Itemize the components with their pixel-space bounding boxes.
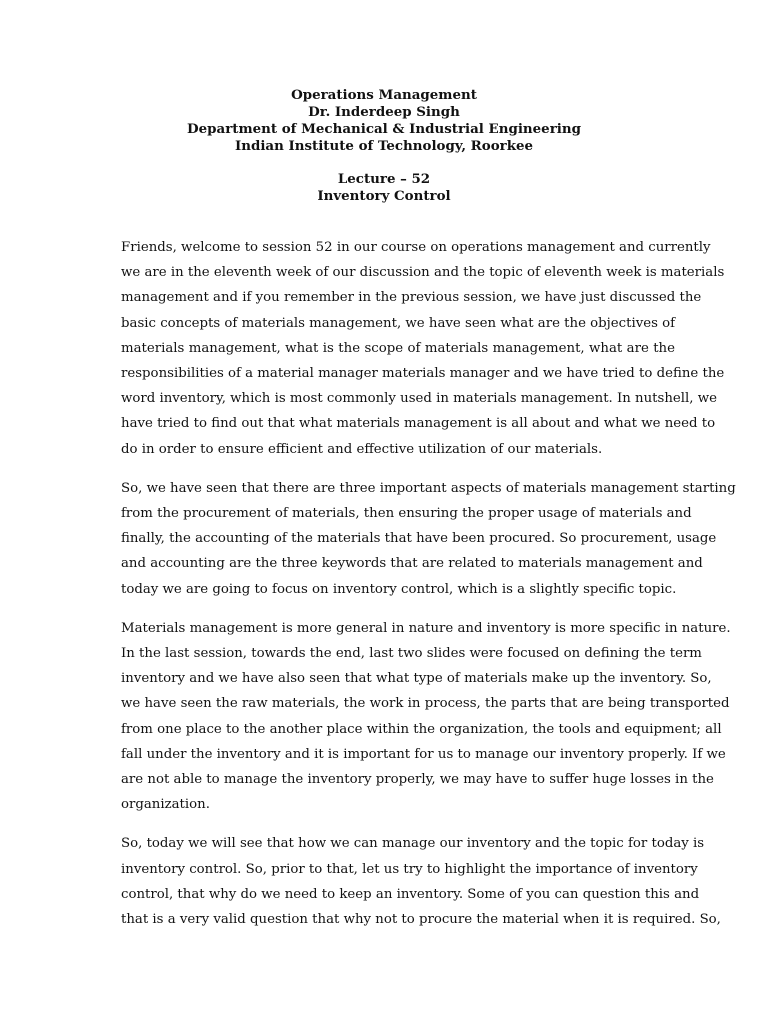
text-line: today we are going to focus on inventory control, which is a slightly specific topic.	[121, 581, 677, 597]
course-title: Operations Management	[291, 87, 477, 103]
text-line: finally, the accounting of the materials that have been procured. So procurement, usage	[121, 531, 717, 547]
text-line: In the last session, towards the end, last two slides were focused on defining the term	[121, 646, 702, 662]
institute-name: Indian Institute of Technology, Roorkee	[234, 138, 534, 154]
body-text	[121, 235, 736, 946]
paragraph-2	[121, 476, 736, 602]
lecture-number: Lecture – 52	[337, 171, 431, 187]
text-line: that is a very valid question that why not to procure the material when it is required. So,	[121, 912, 721, 928]
text-line: from one place to the another place within the organization, the tools and equipment; all	[121, 721, 722, 737]
text-line: basic concepts of materials management, we have seen what are the objectives of	[121, 315, 676, 331]
document-header	[0, 87, 768, 155]
text-line: control, that why do we need to keep an inventory. Some of you can question this and	[121, 886, 700, 902]
text-line: So, today we will see that how we can manage our inventory and the topic for today is	[121, 836, 705, 852]
department-name: Department of Mechanical & Industrial Engineering	[187, 121, 581, 137]
text-line: Friends, welcome to session 52 in our course on operations management and currently	[121, 240, 711, 255]
instructor-name: Dr. Inderdeep Singh	[308, 104, 460, 120]
paragraph-1	[121, 235, 725, 462]
text-line: we are in the eleventh week of our discussion and the topic of eleventh week is materials	[121, 265, 725, 281]
text-line: responsibilities of a material manager materials manager and we have tried to define the	[121, 366, 725, 382]
text-line: from the procurement of materials, then ensuring the proper usage of materials and	[121, 506, 692, 522]
lecture-heading	[0, 171, 768, 205]
text-line: fall under the inventory and it is important for us to manage our inventory properly. If we	[121, 746, 726, 762]
text-line: So, we have seen that there are three important aspects of materials management starting	[121, 480, 736, 496]
text-line: have tried to find out that what materials management is all about and what we need to	[121, 416, 716, 432]
text-line: do in order to ensure efficient and effective utilization of our materials.	[121, 441, 603, 457]
text-line: inventory control. So, prior to that, let us try to highlight the importance of inventory	[121, 861, 698, 877]
text-line: materials management, what is the scope of materials management, what are the	[121, 340, 675, 356]
lecture-topic: Inventory Control	[317, 188, 451, 204]
text-line: Materials management is more general in nature and inventory is more specific in nature.	[121, 620, 731, 636]
text-line: are not able to manage the inventory properly, we may have to suffer huge losses in the	[121, 772, 714, 788]
text-line: and accounting are the three keywords that are related to materials management and	[121, 556, 703, 572]
text-line: management and if you remember in the previous session, we have just discussed the	[121, 290, 702, 306]
text-line: we have seen the raw materials, the work in process, the parts that are being transported	[121, 696, 730, 712]
text-line: word inventory, which is most commonly used in materials management. In nutshell, we	[121, 391, 717, 407]
text-line: organization.	[121, 797, 210, 813]
paragraph-4	[121, 831, 721, 932]
paragraph-3	[121, 616, 731, 818]
text-line: inventory and we have also seen that what type of materials make up the inventory. So,	[121, 671, 712, 687]
